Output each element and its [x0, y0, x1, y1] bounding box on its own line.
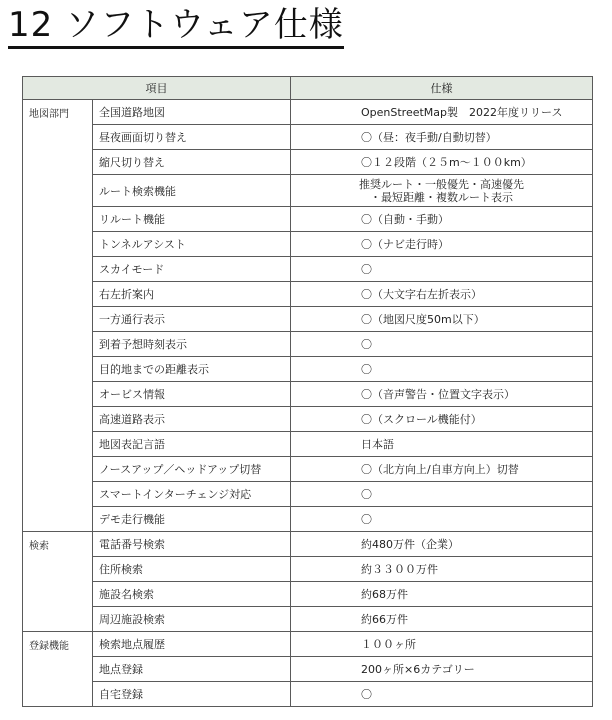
item-cell: リルート機能 [93, 207, 291, 232]
item-cell: 地図表記言語 [93, 432, 291, 457]
spec-cell: 〇（ナビ走行時） [291, 232, 593, 257]
spec-cell: 〇 [291, 357, 593, 382]
spec-line: ・最短距離・複数ルート表示 [370, 190, 513, 204]
spec-cell: 約66万件 [291, 607, 593, 632]
spec-table [22, 76, 593, 707]
item-cell: 地点登録 [93, 657, 291, 682]
spec-cell: 約３３００万件 [291, 557, 593, 582]
spec-cell: 〇（地図尺度50m以下） [291, 307, 593, 332]
table-header-row [23, 77, 593, 100]
item-cell: 昼夜画面切り替え [93, 125, 291, 150]
header-item: 項目 [23, 77, 291, 100]
category-cell: 検索 [23, 532, 93, 632]
table-row [23, 332, 593, 357]
spec-cell: 〇 [291, 682, 593, 707]
page-title: 12 ソフトウェア仕様 [8, 6, 344, 49]
spec-cell: 〇（スクロール機能付） [291, 407, 593, 432]
table-row [23, 632, 593, 657]
spec-cell: 〇（自動・手動） [291, 207, 593, 232]
table-row [23, 150, 593, 175]
table-row [23, 432, 593, 457]
table-row [23, 457, 593, 482]
spec-cell: 〇 [291, 507, 593, 532]
table-row [23, 607, 593, 632]
table-row [23, 100, 593, 125]
spec-cell: 〇 [291, 257, 593, 282]
table-row [23, 125, 593, 150]
item-cell: 到着予想時刻表示 [93, 332, 291, 357]
table-body [23, 100, 593, 707]
item-cell: 全国道路地図 [93, 100, 291, 125]
spec-cell: 約68万件 [291, 582, 593, 607]
item-cell: スカイモード [93, 257, 291, 282]
spec-cell: OpenStreetMap製 2022年度リリース [291, 100, 593, 125]
spec-cell: 約480万件（企業） [291, 532, 593, 557]
table-row [23, 282, 593, 307]
item-cell: 自宅登録 [93, 682, 291, 707]
item-cell: トンネルアシスト [93, 232, 291, 257]
item-cell: ノースアップ／ヘッドアップ切替 [93, 457, 291, 482]
spec-line: 推奨ルート・一般優先・高速優先 [359, 177, 524, 191]
item-cell: 高速道路表示 [93, 407, 291, 432]
item-cell: 右左折案内 [93, 282, 291, 307]
spec-cell: 〇１２段階（２５m〜１００km） [291, 150, 593, 175]
table-row [23, 207, 593, 232]
spec-cell: 〇（大文字右左折表示） [291, 282, 593, 307]
spec-cell: 200ヶ所×6カテゴリー [291, 657, 593, 682]
header-spec: 仕様 [291, 77, 593, 100]
spec-cell [291, 175, 593, 207]
item-cell: 住所検索 [93, 557, 291, 582]
table-row [23, 257, 593, 282]
table-row [23, 532, 593, 557]
table-row [23, 407, 593, 432]
spec-cell: 〇 [291, 482, 593, 507]
table-row [23, 357, 593, 382]
table-row [23, 175, 593, 207]
item-cell: ルート検索機能 [93, 175, 291, 207]
spec-cell: 〇 [291, 332, 593, 357]
item-cell: 一方通行表示 [93, 307, 291, 332]
spec-cell: １００ヶ所 [291, 632, 593, 657]
spec-cell: 日本語 [291, 432, 593, 457]
table-row [23, 557, 593, 582]
table-row [23, 507, 593, 532]
table-row [23, 582, 593, 607]
spec-cell: 〇（音声警告・位置文字表示） [291, 382, 593, 407]
item-cell: デモ走行機能 [93, 507, 291, 532]
table-row [23, 382, 593, 407]
category-cell: 登録機能 [23, 632, 93, 707]
item-cell: 電話番号検索 [93, 532, 291, 557]
item-cell: 縮尺切り替え [93, 150, 291, 175]
table-row [23, 657, 593, 682]
spec-cell: 〇（昼：夜手動/自動切替） [291, 125, 593, 150]
table-row [23, 232, 593, 257]
item-cell: オービス情報 [93, 382, 291, 407]
item-cell: 施設名検索 [93, 582, 291, 607]
item-cell: 周辺施設検索 [93, 607, 291, 632]
table-row [23, 307, 593, 332]
item-cell: 検索地点履歴 [93, 632, 291, 657]
item-cell: 目的地までの距離表示 [93, 357, 291, 382]
spec-cell: 〇（北方向上/自車方向上）切替 [291, 457, 593, 482]
table-row [23, 682, 593, 707]
item-cell: スマートインターチェンジ対応 [93, 482, 291, 507]
category-cell: 地図部門 [23, 100, 93, 532]
table-row [23, 482, 593, 507]
